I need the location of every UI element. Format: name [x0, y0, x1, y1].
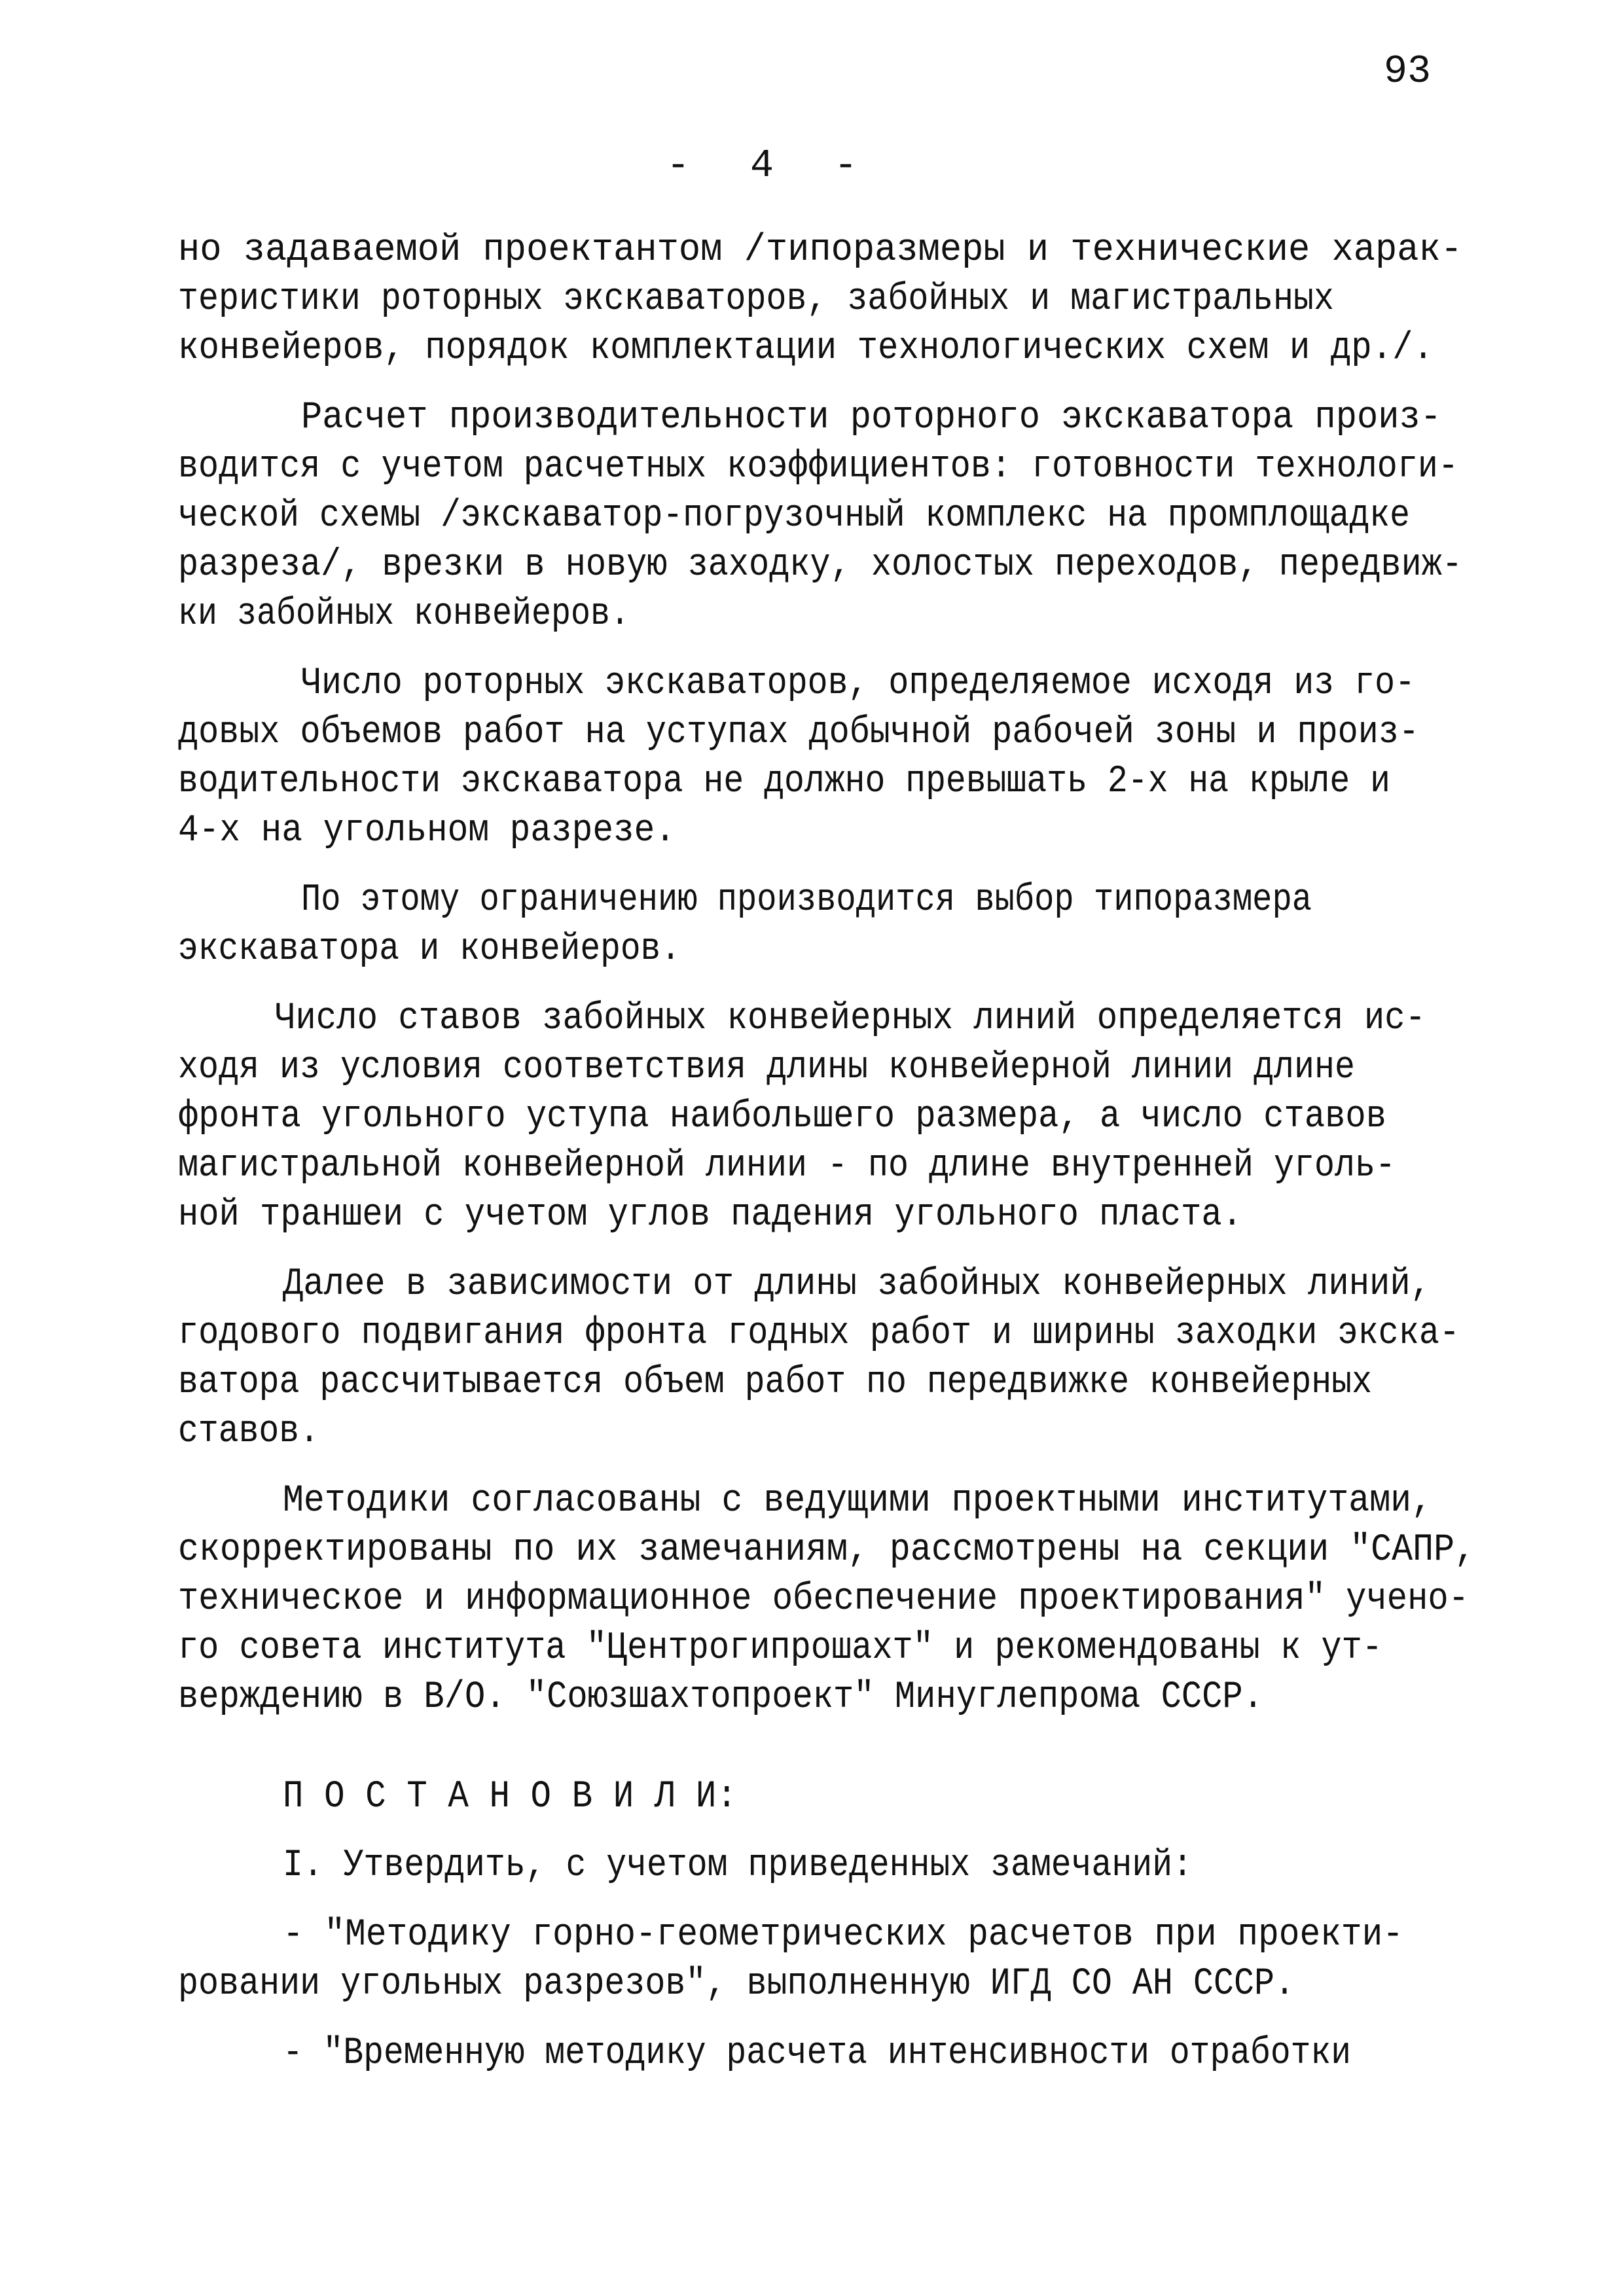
text-line: довых объемов работ на уступах добычной рабочей зоны и произ-: [178, 711, 1419, 754]
text-line: разреза/, врезки в новую заходку, холостых переходов, передвиж-: [178, 544, 1462, 586]
text-line: экскаватора и конвейеров.: [178, 928, 681, 971]
text-line: магистральной конвейерной линии - по длине внутренней уголь-: [178, 1145, 1396, 1187]
text-line: техническое и информационное обеспечение проектирования" учено-: [178, 1578, 1469, 1621]
text-line: Методики согласованы с ведущими проектными институтами,: [283, 1480, 1432, 1522]
page-number: 93: [1384, 50, 1432, 94]
text-line: конвейеров, порядок комплектации технологических схем и др./.: [178, 327, 1434, 370]
text-line: Число ставов забойных конвейерных линий определяется ис-: [275, 997, 1426, 1040]
text-line: скорректированы по их замечаниям, рассмотрены на секции "САПР,: [178, 1529, 1475, 1571]
text-line: Число роторных экскаваторов, определяемое исходя из го-: [301, 662, 1415, 705]
text-line: ровании угольных разрезов", выполненную ИГД СО АН СССР.: [178, 1963, 1295, 2005]
text-line: Расчет производительности роторного экскаватора произ-: [301, 397, 1441, 439]
header-page-number: - 4 -: [666, 144, 876, 188]
text-line: водительности экскаватора не должно превышать 2-х на крыле и: [178, 761, 1390, 803]
text-line: По этому ограничению производится выбор типоразмера: [301, 879, 1312, 922]
text-line: ки забойных конвейеров.: [178, 593, 630, 636]
text-line: водится с учетом расчетных коэффициентов: готовности технологи-: [178, 446, 1458, 488]
text-line: Далее в зависимости от длины забойных конвейерных линий,: [283, 1263, 1431, 1306]
text-line: ставов.: [178, 1410, 319, 1453]
text-line: ходя из условия соответствия длины конвейерной линии длине: [178, 1047, 1355, 1089]
text-line: но задаваемой проектантом /типоразмеры и технические харак-: [178, 229, 1462, 272]
text-line: I. Утвердить, с учетом приведенных замечаний:: [283, 1844, 1193, 1887]
text-line: ной траншеи с учетом углов падения угольного пласта.: [178, 1194, 1242, 1236]
text-line: верждению в В/О. "Союзшахтопроект" Минуглепрома СССР.: [178, 1676, 1263, 1719]
text-line: 4-х на угольном разрезе.: [178, 810, 676, 852]
text-line: ватора рассчитывается объем работ по передвижке конвейерных: [178, 1361, 1372, 1404]
text-line: - "Временную методику расчета интенсивности отработки: [283, 2032, 1351, 2075]
section-heading: П О С Т А Н О В И Л И:: [283, 1776, 737, 1818]
text-line: фронта угольного уступа наибольшего размера, а число ставов: [178, 1096, 1386, 1138]
text-line: ческой схемы /экскаватор-погрузочный комплекс на промплощадке: [178, 495, 1410, 537]
text-line: теристики роторных экскаваторов, забойных и магистральных: [178, 278, 1334, 321]
text-line: го совета института "Центрогипрошахт" и рекомендованы к ут-: [178, 1627, 1382, 1670]
text-line: годового подвигания фронта годных работ и ширины заходки экска-: [178, 1312, 1460, 1355]
text-line: - "Методику горно-геометрических расчетов при проекти-: [283, 1914, 1403, 1956]
